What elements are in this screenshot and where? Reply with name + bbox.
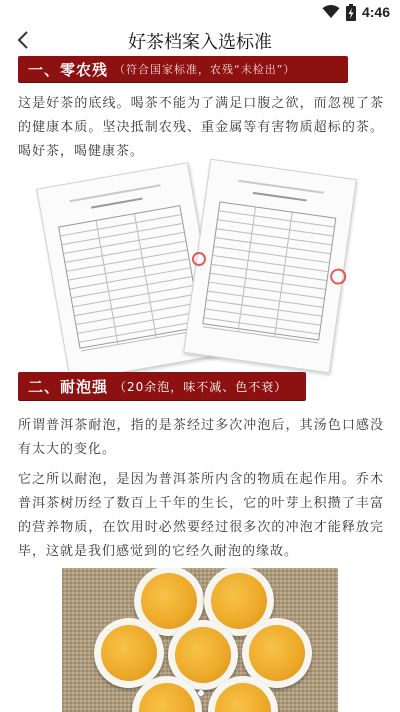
report-table (202, 201, 336, 340)
section1-paragraph: 这是好茶的底线。喝茶不能为了满足口腹之欲，而忽视了茶的健康本质。坚决抵制农残、重金属等有害物质超标的茶。喝好茶，喝健康茶。 (18, 96, 384, 159)
battery-charging-icon (346, 4, 356, 21)
page-title: 好茶档案入选标准 (128, 32, 272, 53)
section1-banner (18, 56, 348, 82)
status-time: 4:46 (361, 4, 390, 20)
section1-heading: 一、零农残 (28, 60, 109, 79)
red-seal-icon (329, 268, 347, 286)
report-table (58, 205, 202, 349)
section2-banner (18, 372, 306, 400)
nav-bar (0, 24, 400, 56)
section2-heading: 二、耐泡强 (28, 377, 109, 396)
page-indicator-dot (198, 690, 204, 696)
wifi-icon (322, 5, 340, 19)
status-bar (0, 0, 400, 24)
section2-subheading: （20余泡，味不减、色不衰） (114, 379, 288, 394)
inspection-report-right (183, 159, 357, 374)
section1-subheading: （符合国家标准，农残“未检出”） (114, 63, 296, 76)
status-icons (322, 3, 390, 21)
section2-paragraph-2: 它之所以耐泡，是因为普洱茶所内含的物质在起作用。乔木普洱茶树历经了数百上千年的生长，它的叶芽上积攒了丰富的营养物质，在饮用时必然要经过很多次的冲泡才能释放完毕，这就是我们感觉到的它经久耐泡的缘故。 (18, 472, 384, 559)
red-seal-icon (192, 252, 206, 266)
section2-paragraph-1: 所谓普洱茶耐泡，指的是茶经过多次冲泡后，其汤色口感没有太大的变化。 (18, 418, 384, 457)
